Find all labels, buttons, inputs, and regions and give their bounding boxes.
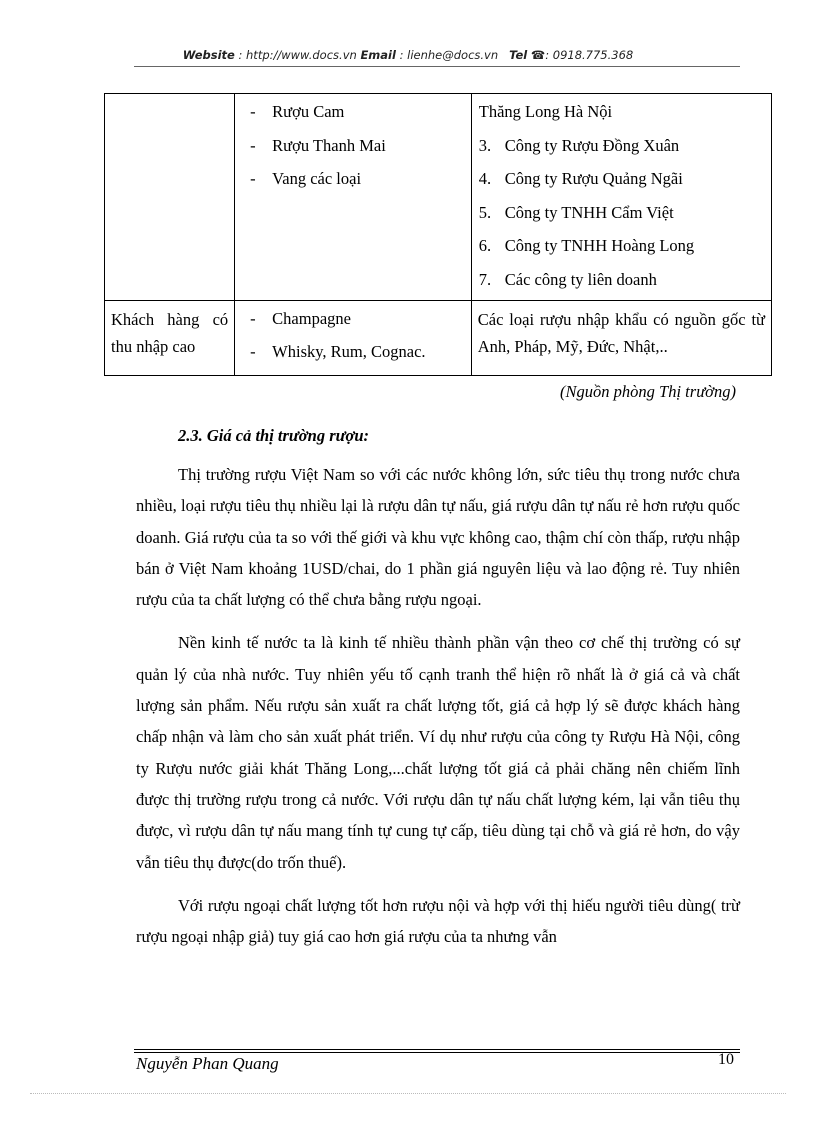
list-item: 7. Các công ty liên doanh	[478, 269, 657, 289]
table-cell-products	[235, 300, 472, 375]
paragraph: Thị trường rượu Việt Nam so với các nước không lớn, sức tiêu thụ trong nước chưa nhiều, loại rượu tiêu thụ nhiều lại là rượu dân tự nấu, giá rượu dân tự nấu rẻ hơn rượu quốc doanh. Giá rượu của ta so với thế giới và khu vực không cao, thậm chí còn thấp, rượu nhập bán ở Việt Nam khoảng 1USD/chai, do 1 phần giá nguyên liệu và lao động rẻ. Tuy nhiên rượu của ta chất lượng có thể chưa bằng rượu ngoại.	[136, 465, 740, 610]
source-note: (Nguồn phòng Thị trường)	[560, 382, 736, 401]
market-table	[104, 93, 772, 376]
list-item: 3. Công ty Rượu Đồng Xuân	[478, 135, 680, 155]
list-item: - Whisky, Rum, Cognac.	[250, 342, 426, 362]
table-cell-products	[235, 94, 472, 301]
website-label: Website	[182, 48, 235, 62]
page-header	[0, 48, 816, 62]
list-item: - Champagne	[250, 308, 351, 328]
table-row	[105, 300, 772, 375]
list-item: Thăng Long Hà Nội	[478, 102, 613, 121]
list-item: 4. Công ty Rượu Quảng Ngãi	[478, 169, 683, 189]
email-value[interactable]: lienhe@docs.vn	[407, 48, 499, 62]
section-heading: 2.3. Giá cả thị trường rượu:	[178, 426, 370, 445]
separator: :	[234, 48, 247, 62]
page-number: 10	[718, 1051, 734, 1068]
body-text	[136, 459, 740, 964]
table-row	[105, 94, 772, 301]
separator: :	[395, 48, 408, 62]
phone-icon: ☎	[530, 48, 546, 62]
paragraph: Nền kinh tế nước ta là kinh tế nhiều thành phần vận theo cơ chế thị trường có sự quản lý của nhà nước. Tuy nhiên yếu tố cạnh tranh thể hiện rõ nhất là ở giá cả và chất lượng sản phẩm. Nếu rượu sản xuất ra chất lượng tốt, giá cả hợp lý sẽ được khách hàng chấp nhận và làm cho sản xuất phát triển. Ví dụ như rượu của công ty Rượu Hà Nội, công ty Rượu nước giải khát Thăng Long,...chất lượng tốt giá cả phải chăng nên chiếm lĩnh được thị trường rượu trong cả nước. Với rượu dân tự nấu chất lượng kém, lại vẫn tiêu thụ được, vì rượu dân tự nấu mang tính tự cung tự cấp, tiêu dùng tại chỗ và giá rẻ hơn, do vậy vẫn tiêu thụ được(do trốn thuế).	[136, 633, 740, 872]
page-divider	[30, 1093, 786, 1094]
list-item: 6. Công ty TNHH Hoàng Long	[478, 236, 695, 256]
tel-value: : 0918.775.368	[545, 48, 634, 62]
table-cell-producers	[471, 94, 771, 301]
footer-rule	[134, 1052, 740, 1053]
table-cell-producers	[471, 300, 771, 375]
customer-label: Khách hàng có thu nhập cao	[111, 309, 229, 356]
table-cell-customer	[105, 94, 235, 301]
tel-label: Tel	[509, 48, 528, 62]
list-item: - Rượu Cam	[250, 102, 345, 121]
website-url[interactable]: http://www.docs.vn	[246, 48, 357, 62]
author-name: Nguyễn Phan Quang	[136, 1054, 279, 1073]
table-cell-customer	[105, 300, 235, 375]
list-item: - Rượu Thanh Mai	[250, 135, 386, 155]
producers-text: Các loại rượu nhập khẩu có nguồn gốc từ Anh, Pháp, Mỹ, Đức, Nhật,..	[477, 309, 765, 356]
email-label: Email	[360, 48, 396, 62]
list-item: - Vang các loại	[250, 169, 362, 189]
header-rule	[134, 66, 740, 67]
list-item: 5. Công ty TNHH Cẩm Việt	[478, 202, 674, 222]
footer-rule	[134, 1049, 740, 1050]
paragraph: Với rượu ngoại chất lượng tốt hơn rượu nội và hợp với thị hiếu người tiêu dùng( trừ rượu ngoại nhập giả) tuy giá cao hơn giá rượu của ta nhưng vẫn	[136, 895, 740, 947]
